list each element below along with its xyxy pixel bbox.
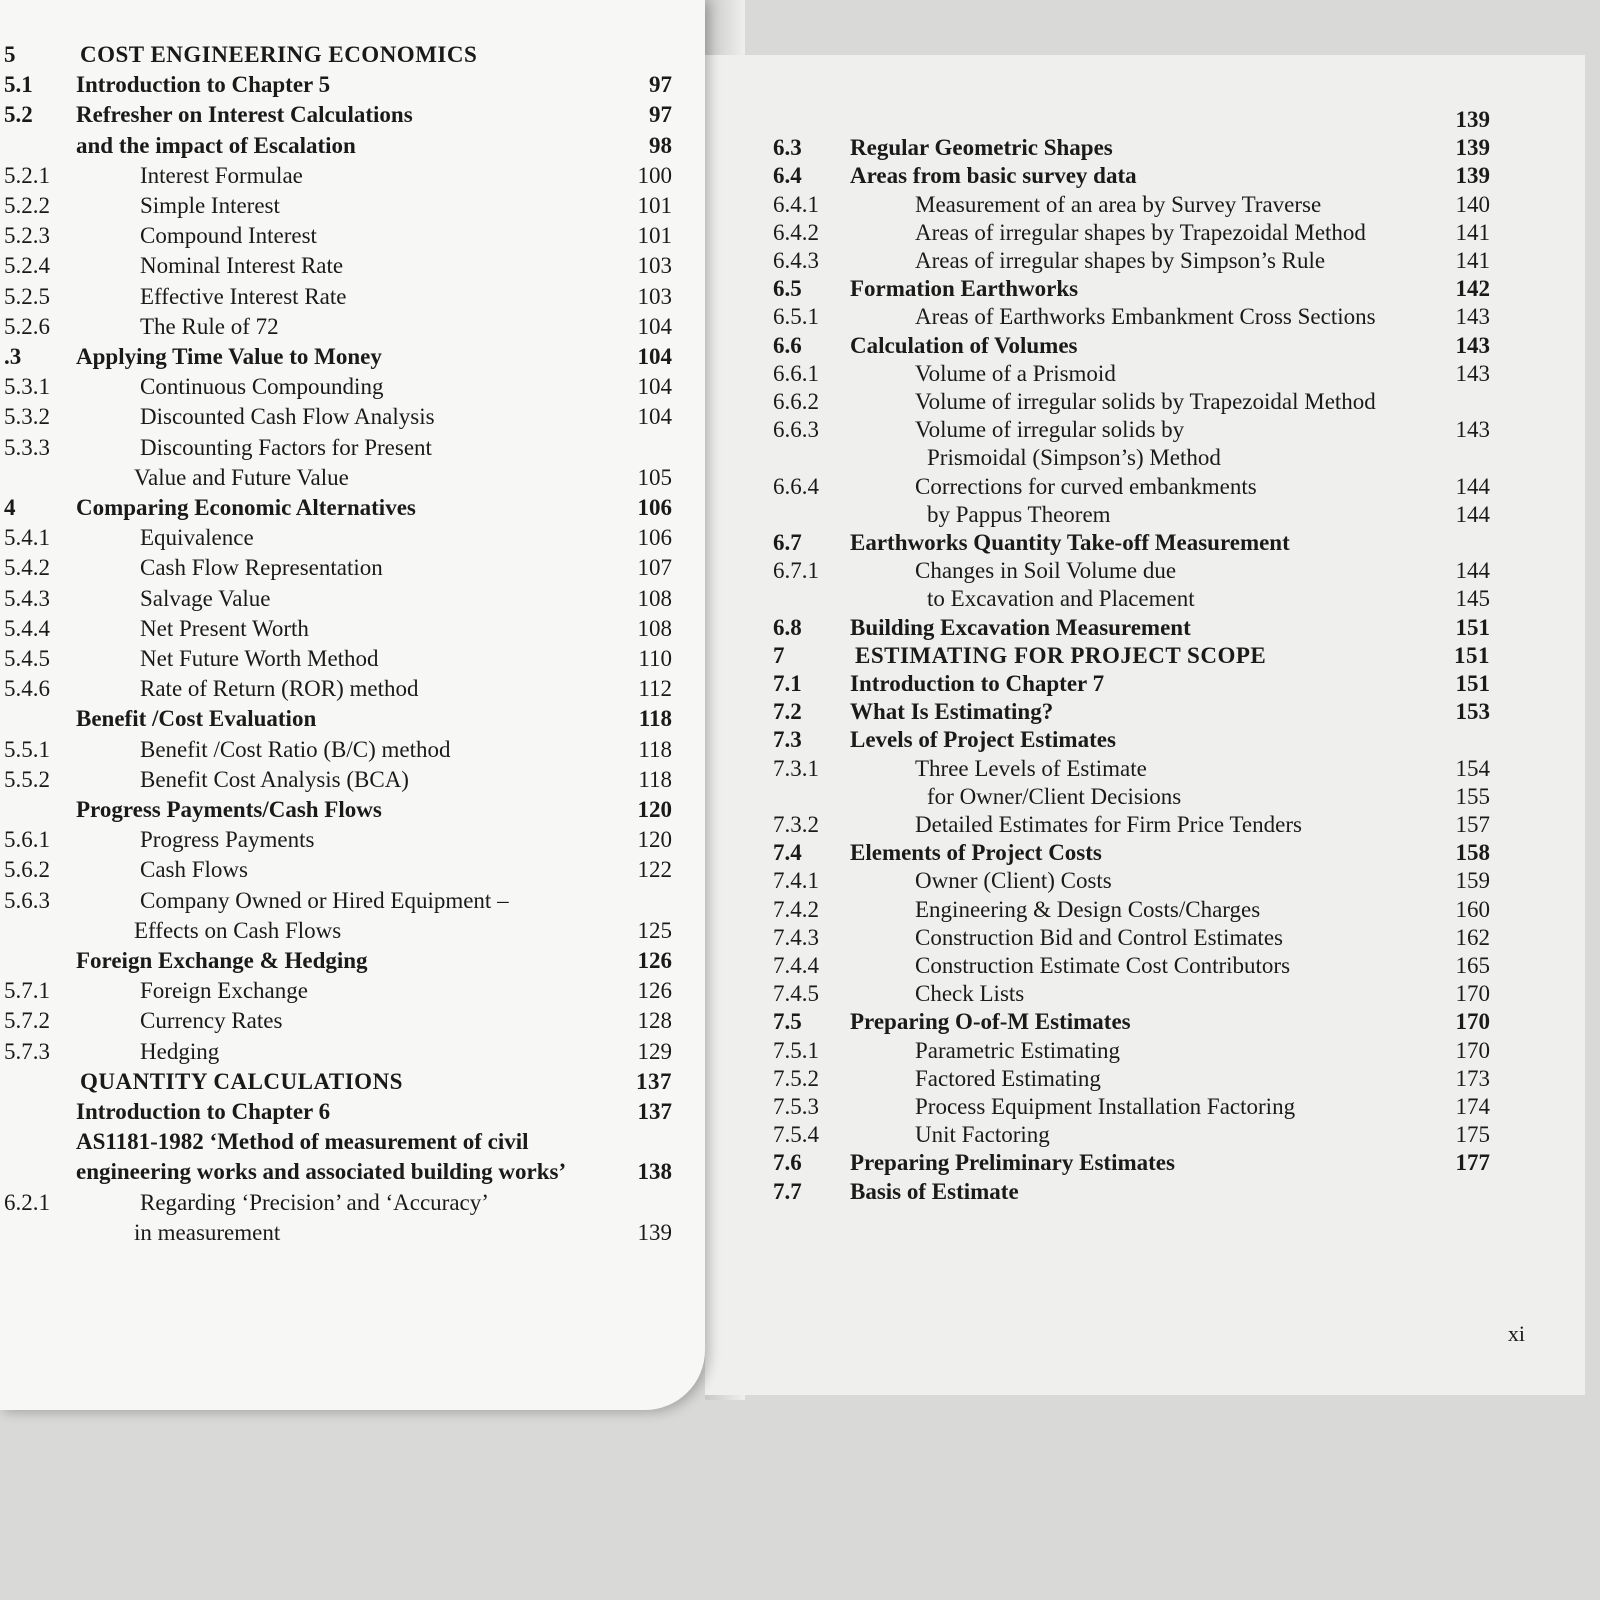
toc-entry-title: The Rule of 72 — [140, 313, 279, 339]
toc-entry-number: 6.6.1 — [773, 360, 819, 386]
toc-entry — [705, 161, 1585, 191]
toc-entry-page: 143 — [1455, 360, 1490, 386]
toc-entry — [705, 528, 1585, 558]
toc-entry-title: Progress Payments/Cash Flows — [76, 797, 382, 822]
toc-entry-title: Engineering & Design Costs/Charges — [915, 896, 1261, 922]
toc-entry — [0, 1127, 705, 1157]
toc-entry-number: 5.7.2 — [4, 1008, 50, 1034]
toc-entry-number: 6.8 — [773, 614, 802, 640]
toc-entry-number: 5.1 — [4, 72, 33, 98]
page-folio: xi — [1507, 1321, 1525, 1346]
toc-entry-title: Measurement of an area by Survey Traverse — [915, 191, 1322, 217]
toc-entry — [705, 754, 1585, 784]
toc-entry-page: 177 — [1455, 1150, 1490, 1176]
toc-entry — [705, 246, 1585, 276]
toc-entry-title: COST ENGINEERING ECONOMICS — [80, 42, 478, 67]
toc-entry — [705, 302, 1585, 332]
toc-entry-page: 162 — [1455, 924, 1490, 950]
toc-entry-title: Rate of Return (ROR) method — [140, 676, 419, 702]
toc-entry-number: 5.6.3 — [4, 887, 50, 913]
toc-entry — [0, 1006, 705, 1036]
toc-entry-title: Refresher on Interest Calculations — [76, 102, 413, 128]
toc-entry — [0, 946, 705, 976]
toc-entry — [705, 331, 1585, 361]
toc-entry-number: 7.5.3 — [773, 1094, 819, 1119]
toc-entry-number: 6.6.2 — [773, 389, 819, 414]
toc-entry — [0, 1218, 705, 1248]
toc-entry — [705, 641, 1585, 671]
toc-entry-page: 170 — [1455, 1009, 1490, 1035]
toc-entry — [0, 342, 705, 372]
toc-entry-title: Value and Future Value — [134, 464, 349, 490]
toc-entry — [705, 274, 1585, 304]
toc-entry — [705, 556, 1585, 586]
toc-entry — [0, 161, 705, 191]
toc-entry — [0, 825, 705, 855]
toc-entry — [0, 1097, 705, 1127]
toc-entry-number: 7.4.1 — [773, 868, 819, 894]
toc-entry-number: 7.5 — [773, 1009, 802, 1035]
toc-entry-page: 143 — [1455, 332, 1490, 358]
toc-entry-number: 6.4.3 — [773, 248, 819, 273]
toc-entry-page: 144 — [1455, 501, 1490, 527]
toc-entry-page: 107 — [637, 555, 672, 581]
toc-entry-title: Hedging — [140, 1038, 220, 1064]
toc-entry-number: 5.3.1 — [4, 374, 50, 400]
toc-entry — [0, 523, 705, 553]
toc-entry-title: Changes in Soil Volume due — [915, 558, 1177, 584]
toc-entry-title: Preparing Preliminary Estimates — [850, 1150, 1175, 1176]
toc-entry — [0, 463, 705, 493]
toc-entry-title: Discounted Cash Flow Analysis — [140, 404, 435, 430]
toc-entry — [705, 782, 1585, 812]
toc-entry-page: 101 — [637, 223, 672, 249]
toc-entry-page: 174 — [1455, 1094, 1490, 1119]
toc-entry-title: Effects on Cash Flows — [134, 917, 342, 943]
toc-entry-title: Areas of Earthworks Embankment Cross Sections — [915, 304, 1376, 330]
toc-entry-title: Foreign Exchange — [140, 978, 308, 1004]
toc-entry — [0, 131, 705, 161]
toc-entry-title: Progress Payments — [140, 827, 315, 853]
toc-entry-page: 151 — [1455, 614, 1490, 640]
right-page — [705, 55, 1585, 1395]
toc-entry — [705, 979, 1585, 1009]
toc-entry-title: Parametric Estimating — [915, 1037, 1121, 1063]
toc-entry — [705, 359, 1585, 389]
toc-entry-title: Effective Interest Rate — [140, 283, 347, 309]
toc-entry-title: Benefit /Cost Ratio (B/C) method — [140, 736, 451, 762]
toc-entry-page: 144 — [1455, 473, 1490, 499]
toc-entry-title: Corrections for curved embankments — [915, 473, 1257, 499]
toc-entry — [705, 1064, 1585, 1094]
toc-entry-title: Earthworks Quantity Take-off Measurement — [850, 530, 1290, 555]
toc-entry-number: 5.4.3 — [4, 585, 50, 611]
toc-entry-title: Cash Flow Representation — [140, 555, 383, 581]
toc-entry-title: Volume of irregular solids by Trapezoidal Method — [915, 389, 1376, 414]
toc-entry — [0, 704, 705, 734]
toc-entry-page: 160 — [1455, 896, 1490, 922]
left-toc — [0, 0, 705, 1410]
toc-entry-number: 6.4.2 — [773, 219, 819, 245]
toc-entry-title: Benefit Cost Analysis (BCA) — [140, 766, 409, 792]
toc-entry-title: Net Present Worth — [140, 615, 309, 641]
toc-entry — [0, 735, 705, 765]
toc-entry-page: 120 — [637, 797, 672, 822]
toc-entry — [705, 951, 1585, 981]
toc-entry-number: 5.2.2 — [4, 193, 50, 218]
toc-entry-page: 143 — [1455, 417, 1490, 443]
toc-entry — [705, 1177, 1585, 1207]
toc-entry-title: Check Lists — [915, 981, 1025, 1007]
toc-entry-title: Net Future Worth Method — [140, 646, 379, 671]
toc-entry-title: Volume of a Prismoid — [915, 360, 1116, 386]
toc-entry-title: Applying Time Value to Money — [76, 344, 382, 369]
toc-entry-number: 5.2.6 — [4, 313, 50, 339]
toc-entry-page: 155 — [1455, 783, 1490, 809]
toc-entry-page: 151 — [1454, 642, 1490, 668]
toc-entry — [0, 916, 705, 946]
toc-entry-page: 120 — [637, 827, 672, 853]
toc-entry-title: QUANTITY CALCULATIONS — [80, 1068, 403, 1094]
toc-entry-number: 4 — [4, 495, 16, 520]
toc-entry-page: 143 — [1455, 304, 1490, 330]
toc-entry-title: Construction Estimate Cost Contributors — [915, 953, 1291, 978]
toc-entry-number: 5.2 — [4, 102, 33, 128]
toc-entry — [0, 100, 705, 130]
toc-entry — [0, 70, 705, 100]
toc-entry-page: 122 — [637, 857, 672, 883]
toc-entry-number: 6.4.1 — [773, 191, 819, 217]
toc-entry-page: 104 — [637, 374, 672, 400]
toc-entry — [0, 674, 705, 704]
toc-entry-number: 5.2.1 — [4, 162, 50, 188]
toc-entry-number: 5 — [4, 42, 16, 67]
toc-entry-number: 5.6.2 — [4, 857, 50, 883]
toc-entry — [705, 443, 1585, 473]
toc-entry-title: Preparing O-of-M Estimates — [850, 1009, 1131, 1035]
toc-entry-page: 141 — [1455, 219, 1490, 245]
toc-entry-number: 7.1 — [773, 671, 802, 696]
toc-entry-number: 5.3.2 — [4, 404, 50, 430]
toc-entry-title: Volume of irregular solids by — [915, 417, 1185, 443]
toc-entry-number: 6.4 — [773, 163, 802, 189]
toc-entry-page: 104 — [637, 404, 672, 430]
toc-entry-number: 7.4.5 — [773, 981, 819, 1007]
toc-entry-number: 6.2.1 — [4, 1189, 50, 1215]
toc-entry-title: Regarding ‘Precision’ and ‘Accuracy’ — [140, 1189, 489, 1215]
toc-entry — [705, 500, 1585, 530]
toc-entry — [705, 133, 1585, 163]
toc-entry — [705, 218, 1585, 248]
toc-entry-page: 118 — [638, 766, 672, 792]
toc-entry-number: 7.3 — [773, 727, 802, 753]
toc-entry-number: 7.7 — [773, 1178, 802, 1204]
toc-entry-title: Levels of Project Estimates — [850, 727, 1116, 753]
toc-entry-title: Elements of Project Costs — [850, 840, 1102, 866]
toc-entry-title: AS1181-1982 ‘Method of measurement of civil — [76, 1129, 529, 1155]
toc-entry-title: by Pappus Theorem — [927, 501, 1111, 527]
toc-entry — [0, 765, 705, 795]
toc-entry — [705, 725, 1585, 755]
toc-entry-title: Comparing Economic Alternatives — [76, 495, 416, 520]
toc-entry-number: 7.3.1 — [773, 755, 819, 781]
toc-entry-number: 5.7.3 — [4, 1038, 50, 1064]
toc-entry — [705, 1120, 1585, 1150]
toc-entry-page: 145 — [1455, 586, 1490, 612]
toc-entry-number: 5.7.1 — [4, 978, 50, 1004]
toc-entry — [705, 105, 1585, 135]
toc-entry-number: 7.5.1 — [773, 1037, 819, 1063]
toc-entry-title: Prismoidal (Simpson’s) Method — [927, 445, 1221, 471]
toc-entry-title: Formation Earthworks — [850, 276, 1079, 302]
toc-entry-page: 97 — [649, 72, 672, 98]
toc-entry-title: What Is Estimating? — [850, 699, 1054, 725]
toc-entry-number: 5.2.4 — [4, 253, 50, 279]
toc-entry-title: Continuous Compounding — [140, 374, 384, 400]
toc-entry-page: 175 — [1455, 1122, 1490, 1148]
toc-entry — [0, 312, 705, 342]
toc-entry-title: Owner (Client) Costs — [915, 868, 1112, 894]
toc-entry — [705, 1007, 1585, 1037]
toc-entry-number: 7.4.2 — [773, 896, 819, 922]
toc-entry-page: 104 — [637, 344, 672, 369]
toc-entry — [0, 1188, 705, 1218]
toc-entry-number: 6.6.3 — [773, 417, 819, 443]
toc-entry — [0, 1067, 705, 1097]
toc-entry-number: 6.6 — [773, 332, 802, 358]
toc-entry-number: 7.2 — [773, 699, 802, 725]
toc-entry-title: Company Owned or Hired Equipment – — [140, 887, 509, 913]
toc-entry-page: 151 — [1455, 671, 1490, 696]
toc-entry-title: Compound Interest — [140, 223, 317, 249]
toc-entry — [705, 1148, 1585, 1178]
toc-entry-title: Simple Interest — [140, 193, 280, 218]
toc-entry-number: 7 — [773, 642, 785, 668]
toc-entry — [0, 976, 705, 1006]
toc-entry — [0, 493, 705, 523]
toc-entry — [0, 251, 705, 281]
toc-entry-number: 7.5.4 — [773, 1122, 819, 1148]
toc-entry-title: Process Equipment Installation Factoring — [915, 1094, 1296, 1119]
toc-entry-title: Salvage Value — [140, 585, 271, 611]
toc-entry — [0, 1157, 705, 1187]
toc-entry-title: Areas from basic survey data — [850, 163, 1137, 189]
toc-entry-page: 142 — [1455, 276, 1490, 302]
toc-entry-title: Areas of irregular shapes by Trapezoidal Method — [915, 219, 1366, 245]
toc-entry — [705, 415, 1585, 445]
toc-entry-page: 170 — [1455, 1037, 1490, 1063]
toc-entry-title: Foreign Exchange & Hedging — [76, 948, 368, 973]
toc-entry-number: 5.5.2 — [4, 766, 50, 792]
toc-entry-page: 126 — [637, 948, 672, 973]
toc-entry-page: 153 — [1455, 699, 1490, 725]
right-toc — [705, 55, 1585, 1395]
toc-entry-title: and the impact of Escalation — [76, 132, 356, 158]
toc-entry-number: .3 — [4, 344, 22, 369]
toc-entry-title: Factored Estimating — [915, 1065, 1101, 1091]
toc-entry-number: 5.6.1 — [4, 827, 50, 853]
toc-entry-page: 139 — [1455, 163, 1490, 189]
toc-entry-page: 137 — [637, 1099, 672, 1124]
toc-entry — [0, 584, 705, 614]
toc-entry-page: 98 — [649, 132, 672, 158]
toc-entry-number: 5.2.5 — [4, 283, 50, 309]
toc-entry-page: 173 — [1455, 1065, 1490, 1091]
toc-entry-page: 140 — [1455, 191, 1490, 217]
toc-entry-number: 5.4.5 — [4, 646, 50, 671]
toc-entry-title: Cash Flows — [140, 857, 248, 883]
toc-entry — [0, 1037, 705, 1067]
toc-entry — [705, 1036, 1585, 1066]
toc-entry-title: ESTIMATING FOR PROJECT SCOPE — [855, 642, 1267, 668]
toc-entry — [0, 614, 705, 644]
toc-entry-page: 154 — [1455, 755, 1490, 781]
toc-entry-number: 5.3.3 — [4, 434, 50, 460]
toc-entry-title: Basis of Estimate — [850, 1178, 1019, 1204]
toc-entry-title: Interest Formulae — [140, 162, 303, 188]
toc-entry-title: Detailed Estimates for Firm Price Tenders — [915, 812, 1302, 837]
toc-entry-page: 118 — [638, 736, 672, 762]
toc-entry-number: 6.7.1 — [773, 558, 819, 584]
toc-entry-number: 7.5.2 — [773, 1065, 819, 1091]
toc-entry — [0, 372, 705, 402]
toc-entry-number: 6.6.4 — [773, 473, 819, 499]
toc-entry — [0, 40, 705, 70]
toc-entry — [0, 553, 705, 583]
toc-entry-number: 7.4.4 — [773, 953, 819, 978]
toc-entry — [705, 810, 1585, 840]
toc-entry-page: 97 — [649, 102, 672, 128]
toc-entry-title: to Excavation and Placement — [927, 586, 1195, 612]
toc-entry — [0, 855, 705, 885]
toc-entry-title: Introduction to Chapter 7 — [850, 671, 1105, 696]
toc-entry-page: 139 — [1455, 107, 1490, 132]
toc-entry-number: 7.3.2 — [773, 812, 819, 837]
toc-entry-page: 139 — [1455, 135, 1490, 161]
toc-entry-page: 104 — [637, 313, 672, 339]
toc-entry-page: 103 — [637, 253, 672, 279]
toc-entry-number: 5.4.6 — [4, 676, 50, 702]
toc-entry-number: 6.5 — [773, 276, 802, 302]
toc-entry-title: Construction Bid and Control Estimates — [915, 924, 1283, 950]
toc-entry-title: in measurement — [134, 1219, 281, 1245]
toc-entry-page: 126 — [637, 978, 672, 1004]
toc-entry-page: 139 — [637, 1219, 672, 1245]
toc-entry-page: 112 — [638, 676, 672, 702]
toc-entry-title: Equivalence — [140, 525, 254, 551]
toc-entry-title: Introduction to Chapter 5 — [76, 72, 331, 98]
toc-entry — [705, 584, 1585, 614]
toc-entry — [0, 191, 705, 221]
toc-entry — [0, 644, 705, 674]
toc-entry-title: Benefit /Cost Evaluation — [76, 706, 317, 732]
toc-entry-page: 137 — [636, 1068, 672, 1094]
toc-entry-title: Regular Geometric Shapes — [850, 135, 1113, 161]
toc-entry — [705, 923, 1585, 953]
toc-entry-page: 157 — [1455, 812, 1490, 837]
toc-entry-number: 7.6 — [773, 1150, 802, 1176]
toc-entry — [705, 895, 1585, 925]
toc-entry-page: 101 — [637, 193, 672, 218]
toc-entry-number: 7.4 — [773, 840, 802, 866]
toc-entry-number: 6.7 — [773, 530, 802, 555]
toc-entry-number: 5.4.2 — [4, 555, 50, 581]
toc-entry — [705, 866, 1585, 896]
toc-entry-title: engineering works and associated building works’ — [76, 1159, 567, 1185]
toc-entry-page: 129 — [637, 1038, 672, 1064]
toc-entry — [0, 402, 705, 432]
toc-entry-page: 141 — [1455, 248, 1490, 273]
toc-entry-page: 108 — [637, 615, 672, 641]
toc-entry — [0, 282, 705, 312]
toc-entry — [705, 669, 1585, 699]
toc-entry-title: Unit Factoring — [915, 1122, 1050, 1148]
toc-entry-title: Nominal Interest Rate — [140, 253, 344, 279]
toc-entry-title: Areas of irregular shapes by Simpson’s Rule — [915, 248, 1326, 273]
toc-entry-title: Introduction to Chapter 6 — [76, 1099, 331, 1124]
toc-entry-page: 170 — [1455, 981, 1490, 1007]
toc-entry-page: 106 — [637, 495, 672, 520]
toc-entry — [705, 190, 1585, 220]
toc-entry — [0, 433, 705, 463]
toc-entry-title: Discounting Factors for Present — [140, 434, 432, 460]
toc-entry — [705, 472, 1585, 502]
toc-entry — [0, 795, 705, 825]
toc-entry-title: for Owner/Client Decisions — [927, 783, 1182, 809]
toc-entry-page: 158 — [1455, 840, 1490, 866]
toc-entry — [0, 886, 705, 916]
left-page — [0, 0, 705, 1410]
toc-entry-number: 7.4.3 — [773, 924, 819, 950]
toc-entry-number: 5.5.1 — [4, 736, 50, 762]
toc-entry-title: Three Levels of Estimate — [915, 755, 1147, 781]
toc-entry-title: Building Excavation Measurement — [850, 614, 1191, 640]
toc-entry-number: 5.2.3 — [4, 223, 50, 249]
toc-entry — [0, 221, 705, 251]
toc-entry-page: 165 — [1455, 953, 1490, 978]
toc-entry-page: 108 — [637, 585, 672, 611]
toc-entry-page: 138 — [637, 1159, 672, 1185]
toc-entry-page: 125 — [637, 917, 672, 943]
toc-entry-number: 5.4.1 — [4, 525, 50, 551]
toc-entry-page: 100 — [637, 162, 672, 188]
toc-entry-page: 103 — [637, 283, 672, 309]
toc-entry-number: 5.4.4 — [4, 615, 50, 641]
toc-entry-number: 6.5.1 — [773, 304, 819, 330]
toc-entry — [705, 1092, 1585, 1122]
toc-entry-page: 144 — [1455, 558, 1490, 584]
toc-entry-title: Currency Rates — [140, 1008, 283, 1034]
toc-entry — [705, 387, 1585, 417]
toc-entry — [705, 613, 1585, 643]
toc-entry-title: Calculation of Volumes — [850, 332, 1078, 358]
toc-entry-page: 118 — [638, 706, 672, 732]
toc-entry-page: 159 — [1455, 868, 1490, 894]
toc-entry-page: 128 — [637, 1008, 672, 1034]
toc-entry — [705, 838, 1585, 868]
toc-entry-page: 106 — [637, 525, 672, 551]
toc-entry-number: 6.3 — [773, 135, 802, 161]
toc-entry-page: 110 — [638, 646, 672, 671]
toc-entry-page: 105 — [637, 464, 672, 490]
toc-entry — [705, 697, 1585, 727]
